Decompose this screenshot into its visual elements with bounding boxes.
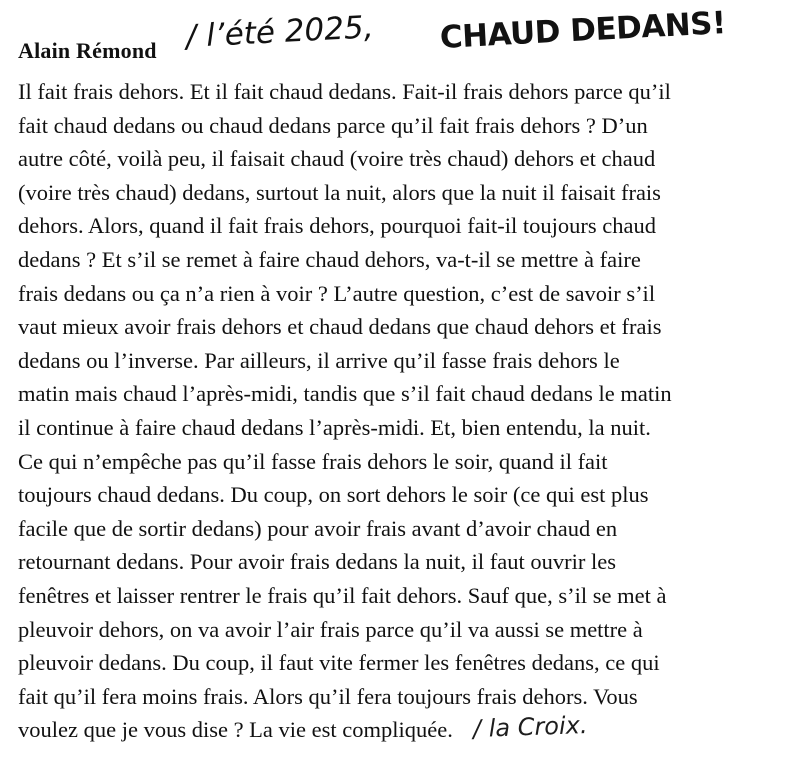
body-line: Il fait frais dehors. Et il fait chaud dedans. Fait-il frais dehors parce qu’il bbox=[18, 79, 671, 104]
body-line: il continue à faire chaud dedans l’après-midi. Et, bien entendu, la nuit. bbox=[18, 414, 651, 440]
body-line: (voire très chaud) dedans, surtout la nuit, alors que la nuit il faisait frais bbox=[18, 179, 661, 205]
body-line: toujours chaud dedans. Du coup, on sort dehors le soir (ce qui est plus bbox=[18, 482, 649, 508]
body-last-line bbox=[18, 713, 792, 747]
handwritten-title: CHAUD DEDANS! bbox=[439, 5, 727, 56]
body-line: Ce qui n’empêche pas qu’il fasse frais dehors le soir, quand il fait bbox=[18, 448, 608, 474]
body-line: fenêtres et laisser rentrer le frais qu’il fait dehors. Sauf que, s’il se met à bbox=[18, 582, 667, 608]
body-line: facile que de sortir dedans) pour avoir frais avant d’avoir chaud en bbox=[18, 515, 618, 541]
body-line: pleuvoir dedans. Du coup, il faut vite fermer les fenêtres dedans, ce qui bbox=[18, 650, 660, 676]
article-header bbox=[18, 5, 788, 76]
body-line: fait qu’il fera moins frais. Alors qu’il fera toujours frais dehors. Vous bbox=[18, 683, 638, 709]
handwritten-source-signature: / la Croix. bbox=[471, 711, 588, 744]
article-body bbox=[18, 75, 792, 747]
body-line: retournant dedans. Pour avoir frais dedans la nuit, il faut ouvrir les bbox=[18, 549, 616, 575]
body-line: autre côté, voilà peu, il faisait chaud (voire très chaud) dehors et chaud bbox=[18, 146, 656, 172]
body-line: matin mais chaud l’après-midi, tandis que s’il fait chaud dedans le matin bbox=[18, 381, 672, 407]
body-line: dehors. Alors, quand il fait frais dehors, pourquoi fait-il toujours chaud bbox=[18, 213, 656, 239]
body-line: dedans ? Et s’il se remet à faire chaud dehors, va-t-il se mettre à faire bbox=[18, 246, 641, 272]
author-name: Alain Rémond bbox=[18, 38, 157, 63]
handwritten-date: / l’été 2025, bbox=[185, 9, 375, 55]
body-last-text: voulez que je vous dise ? La vie est compliquée. bbox=[18, 717, 453, 743]
body-line: frais dedans ou ça n’a rien à voir ? L’autre question, c’est de savoir s’il bbox=[18, 280, 656, 306]
body-line: fait chaud dedans ou chaud dedans parce qu’il fait frais dehors ? D’un bbox=[18, 112, 648, 138]
body-line: dedans ou l’inverse. Par ailleurs, il arrive qu’il fasse frais dehors le bbox=[18, 347, 620, 373]
body-line: pleuvoir dehors, on va avoir l’air frais parce qu’il va aussi se mettre à bbox=[18, 616, 643, 642]
body-line: vaut mieux avoir frais dehors et chaud dedans que chaud dehors et frais bbox=[18, 314, 662, 340]
